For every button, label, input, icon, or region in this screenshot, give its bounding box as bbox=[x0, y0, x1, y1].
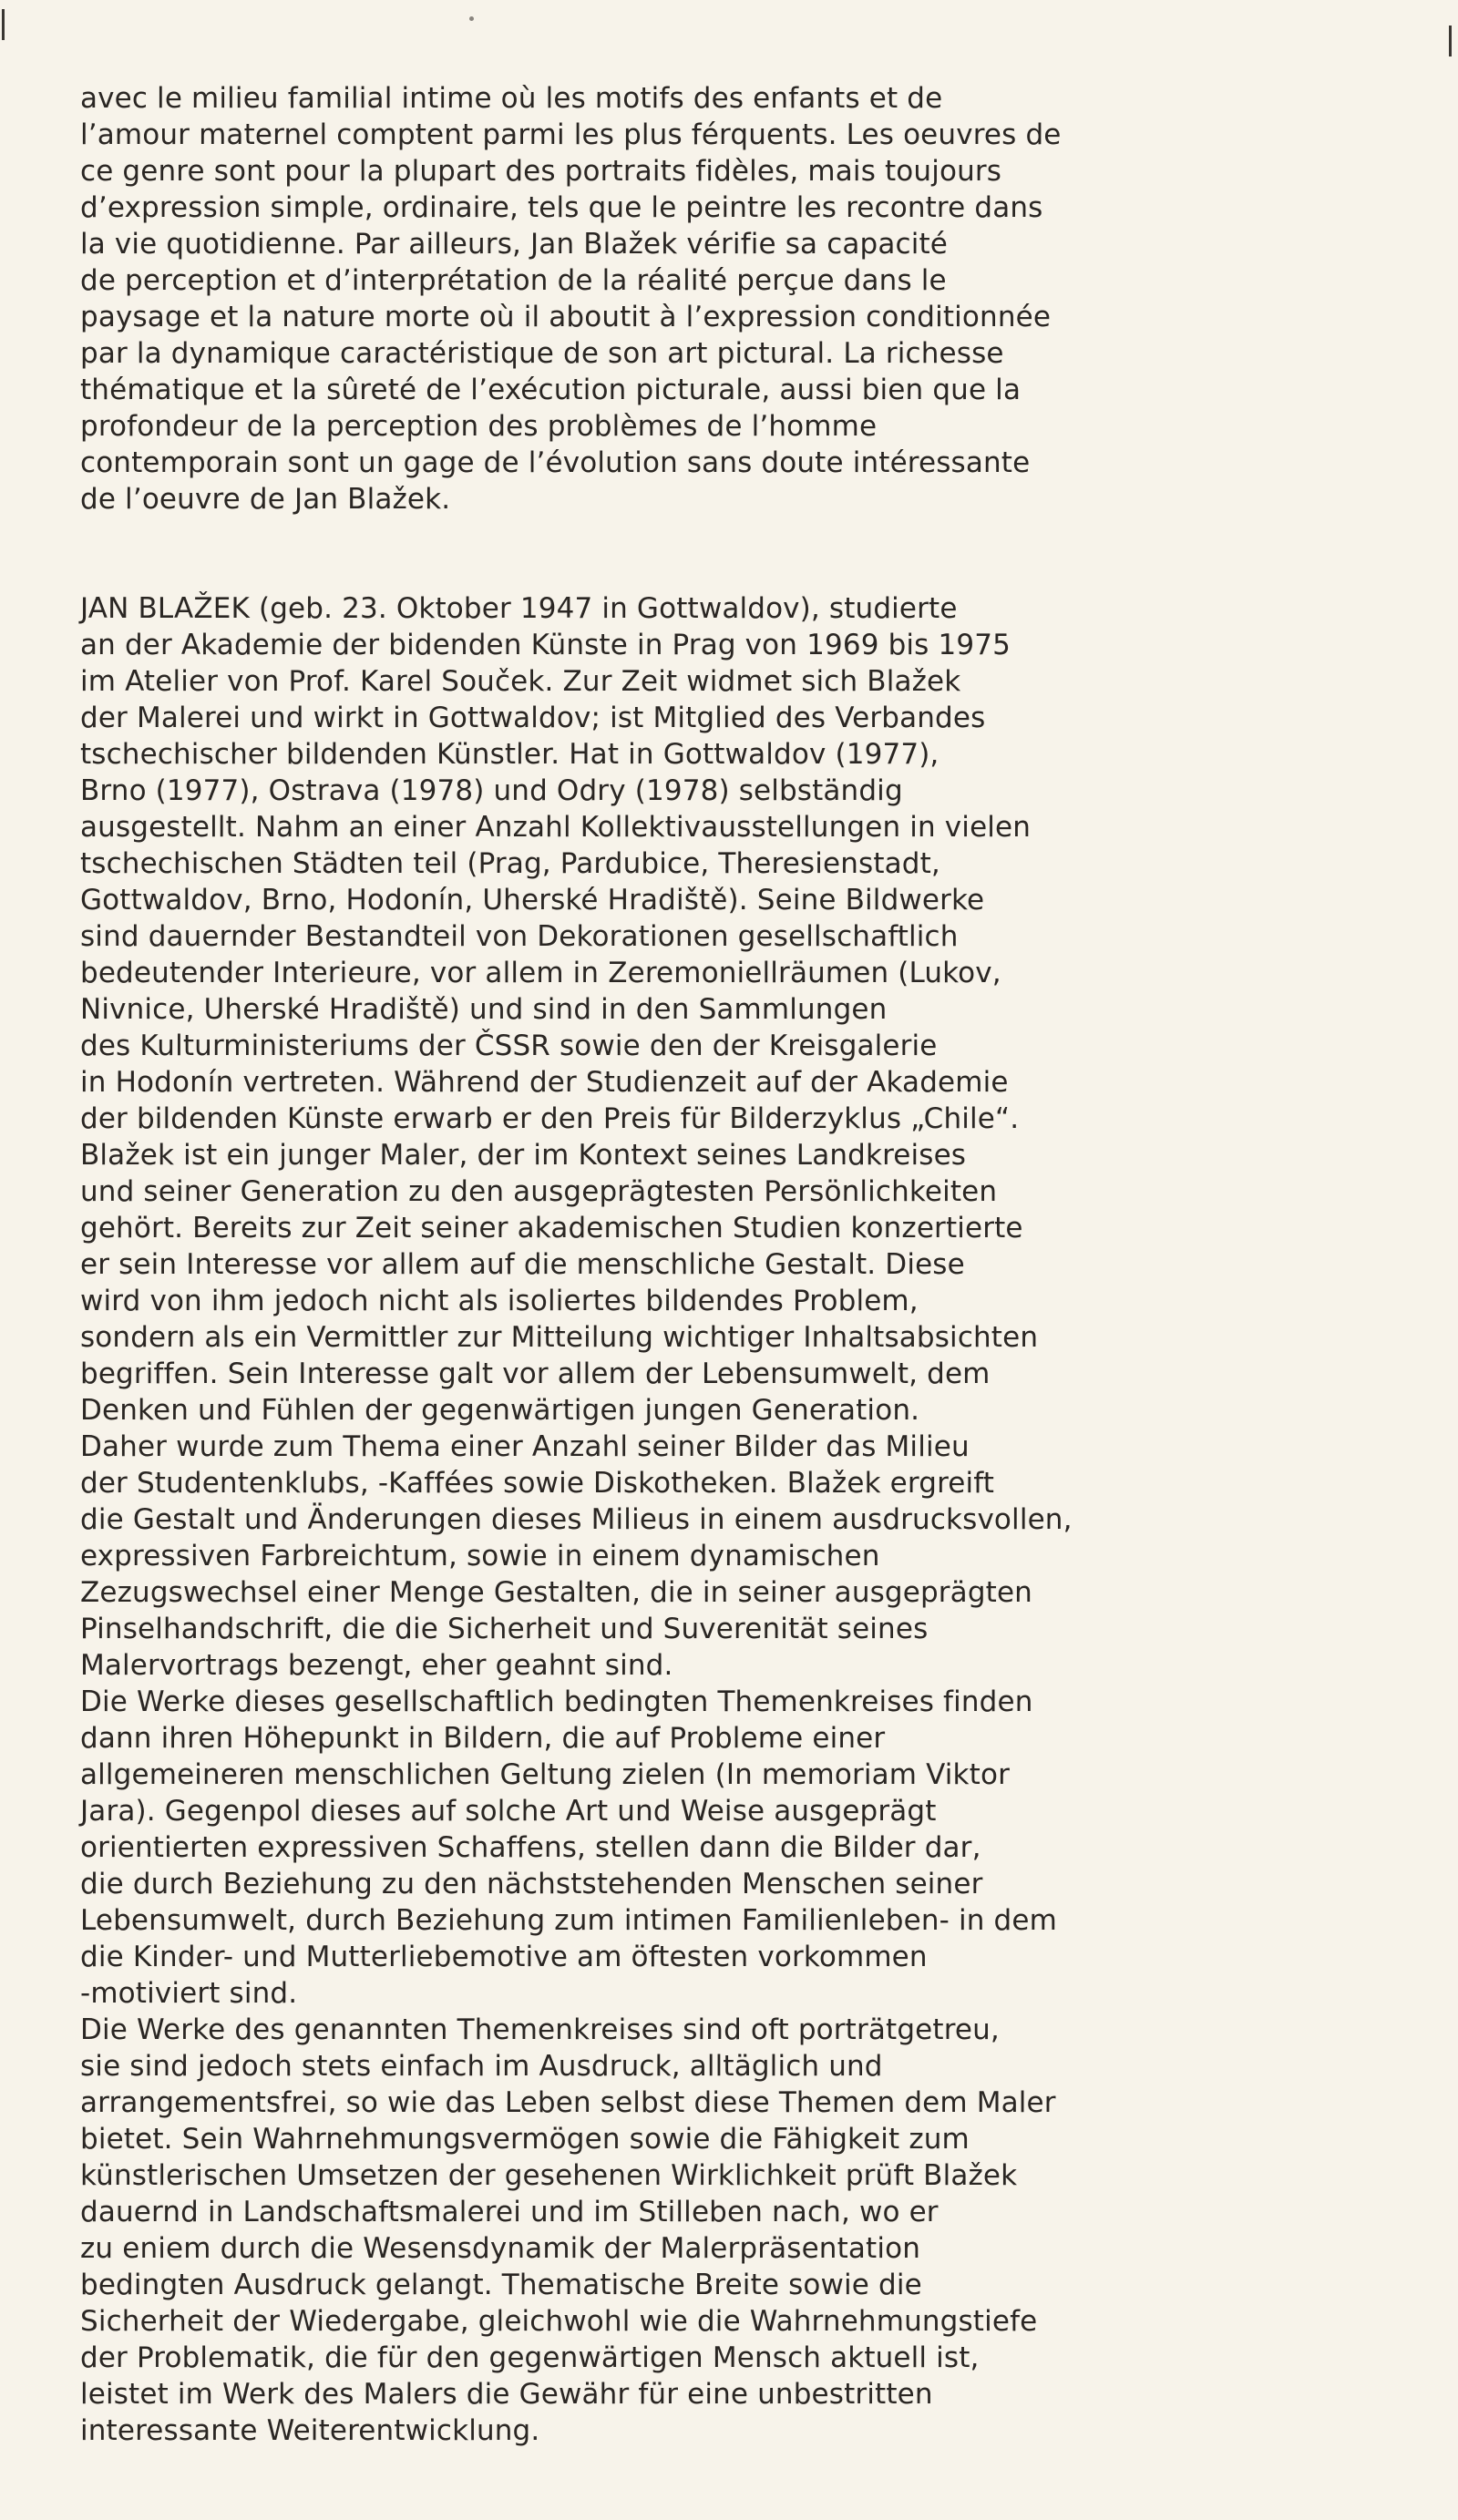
text-line: der Problematik, die für den gegenwärtigen Mensch aktuell ist, bbox=[80, 2341, 980, 2374]
text-line: thématique et la sûreté de l’exécution picturale, aussi bien que la bbox=[80, 374, 1022, 406]
text-line: profondeur de la perception des problèmes de l’homme bbox=[80, 410, 878, 443]
text-line: Zezugswechsel einer Menge Gestalten, die in seiner ausgeprägten bbox=[80, 1576, 1032, 1609]
text-line: Jara). Gegenpol dieses auf solche Art und Weise ausgeprägt bbox=[80, 1795, 937, 1828]
text-line: JAN BLAŽEK (geb. 23. Oktober 1947 in Gottwaldov), studierte bbox=[80, 592, 958, 625]
text-line: Nivnice, Uherské Hradiště) und sind in den Sammlungen bbox=[80, 993, 888, 1026]
text-line: la vie quotidienne. Par ailleurs, Jan Blažek vérifie sa capacité bbox=[80, 228, 948, 261]
text-line: zu eniem durch die Wesensdynamik der Malerpräsentation bbox=[80, 2232, 921, 2265]
text-line: arrangementsfrei, so wie das Leben selbst diese Themen dem Maler bbox=[80, 2086, 1056, 2119]
text-line: ausgestellt. Nahm an einer Anzahl Kollektivausstellungen in vielen bbox=[80, 811, 1032, 844]
text-line: begriffen. Sein Interesse galt vor allem der Lebensumwelt, dem bbox=[80, 1357, 991, 1390]
text-line: d’expression simple, ordinaire, tels que le peintre les recontre dans bbox=[80, 191, 1043, 224]
text-line: Daher wurde zum Thema einer Anzahl seiner Bilder das Milieu bbox=[80, 1430, 970, 1463]
text-line: allgemeineren menschlichen Geltung zielen (In memoriam Viktor bbox=[80, 1758, 1010, 1791]
text-line: Die Werke dieses gesellschaftlich bedingten Themenkreises finden bbox=[80, 1685, 1033, 1718]
text-line: leistet im Werk des Malers die Gewähr für eine unbestritten bbox=[80, 2378, 933, 2411]
text-line: avec le milieu familial intime où les motifs des enfants et de bbox=[80, 82, 943, 115]
text-line: künstlerischen Umsetzen der gesehenen Wirklichkeit prüft Blažek bbox=[80, 2159, 1018, 2192]
text-line: sind dauernder Bestandteil von Dekorationen gesellschaftlich bbox=[80, 920, 959, 953]
german-paragraph bbox=[80, 590, 1292, 2449]
text-line: tschechischer bildenden Künstler. Hat in Gottwaldov (1977), bbox=[80, 738, 939, 771]
text-line: und seiner Generation zu den ausgeprägtesten Persönlichkeiten bbox=[80, 1175, 998, 1208]
text-line: Malervortrags bezengt, eher geahnt sind. bbox=[80, 1649, 673, 1682]
text-line: tschechischen Städten teil (Prag, Pardubice, Theresienstadt, bbox=[80, 847, 940, 880]
text-line: bedeutender Interieure, vor allem in Zeremoniellräumen (Lukov, bbox=[80, 957, 1001, 989]
text-line: -motiviert sind. bbox=[80, 1977, 298, 2010]
text-line: bedingten Ausdruck gelangt. Thematische Breite sowie die bbox=[80, 2269, 922, 2301]
text-line: par la dynamique caractéristique de son art pictural. La richesse bbox=[80, 337, 1004, 370]
text-line: de l’oeuvre de Jan Blažek. bbox=[80, 483, 451, 516]
text-line: die Gestalt und Änderungen dieses Milieus in einem ausdrucksvollen, bbox=[80, 1503, 1073, 1536]
text-line: interessante Weiterentwicklung. bbox=[80, 2414, 540, 2447]
text-line: dann ihren Höhepunkt in Bildern, die auf Probleme einer bbox=[80, 1722, 886, 1755]
text-line: wird von ihm jedoch nicht als isoliertes bildendes Problem, bbox=[80, 1285, 919, 1317]
text-line: der bildenden Künste erwarb er den Preis für Bilderzyklus „Chile“. bbox=[80, 1102, 1020, 1135]
text-line: dauernd in Landschaftsmalerei und im Stilleben nach, wo er bbox=[80, 2196, 939, 2228]
text-line: Die Werke des genannten Themenkreises sind oft porträtgetreu, bbox=[80, 2013, 1000, 2046]
text-line: ce genre sont pour la plupart des portraits fidèles, mais toujours bbox=[80, 155, 1002, 188]
text-line: die Kinder- und Mutterliebemotive am öftesten vorkommen bbox=[80, 1941, 928, 1973]
text-line: expressiven Farbreichtum, sowie in einem dynamischen bbox=[80, 1540, 880, 1572]
text-line: l’amour maternel comptent parmi les plus férquents. Les oeuvres de bbox=[80, 118, 1062, 151]
text-line: de perception et d’interprétation de la réalité perçue dans le bbox=[80, 264, 947, 297]
text-line: er sein Interesse vor allem auf die menschliche Gestalt. Diese bbox=[80, 1248, 965, 1281]
text-line: paysage et la nature morte où il aboutit à l’expression conditionnée bbox=[80, 301, 1052, 333]
text-line: Denken und Fühlen der gegenwärtigen jungen Generation. bbox=[80, 1394, 920, 1427]
text-line: Blažek ist ein junger Maler, der im Kontext seines Landkreises bbox=[80, 1139, 967, 1172]
text-line: bietet. Sein Wahrnehmungsvermögen sowie die Fähigkeit zum bbox=[80, 2123, 970, 2156]
text-line: Sicherheit der Wiedergabe, gleichwohl wie die Wahrnehmungstiefe bbox=[80, 2305, 1038, 2338]
text-line: contemporain sont un gage de l’évolution sans doute intéressante bbox=[80, 446, 1031, 479]
text-line: sondern als ein Vermittler zur Mitteilung wichtiger Inhaltsabsichten bbox=[80, 1321, 1039, 1354]
text-line: der Malerei und wirkt in Gottwaldov; ist Mitglied des Verbandes bbox=[80, 702, 986, 734]
text-line: Gottwaldov, Brno, Hodonín, Uherské Hradiště). Seine Bildwerke bbox=[80, 884, 985, 917]
text-line: der Studentenklubs, -Kaffées sowie Diskotheken. Blažek ergreift bbox=[80, 1467, 995, 1500]
text-line: im Atelier von Prof. Karel Souček. Zur Zeit widmet sich Blažek bbox=[80, 665, 961, 698]
text-line: des Kulturministeriums der ČSSR sowie den der Kreisgalerie bbox=[80, 1030, 938, 1062]
text-line: an der Akademie der bidenden Künste in Prag von 1969 bis 1975 bbox=[80, 629, 1011, 661]
scan-edge-mark bbox=[2, 9, 5, 40]
text-line: orientierten expressiven Schaffens, stellen dann die Bilder dar, bbox=[80, 1831, 981, 1864]
scan-edge-mark bbox=[1449, 26, 1452, 56]
text-line: Lebensumwelt, durch Beziehung zum intimen Familienleben- in dem bbox=[80, 1904, 1057, 1937]
french-paragraph bbox=[80, 80, 1292, 517]
text-line: in Hodonín vertreten. Während der Studienzeit auf der Akademie bbox=[80, 1066, 1009, 1099]
scan-dust-dot bbox=[469, 16, 474, 21]
text-line: Pinselhandschrift, die die Sicherheit und Suverenität seines bbox=[80, 1613, 929, 1645]
text-line: Brno (1977), Ostrava (1978) und Odry (1978) selbständig bbox=[80, 774, 903, 807]
text-line: gehört. Bereits zur Zeit seiner akademischen Studien konzertierte bbox=[80, 1212, 1023, 1245]
text-line: die durch Beziehung zu den nächststehenden Menschen seiner bbox=[80, 1868, 983, 1900]
text-line: sie sind jedoch stets einfach im Ausdruck, alltäglich und bbox=[80, 2050, 883, 2083]
